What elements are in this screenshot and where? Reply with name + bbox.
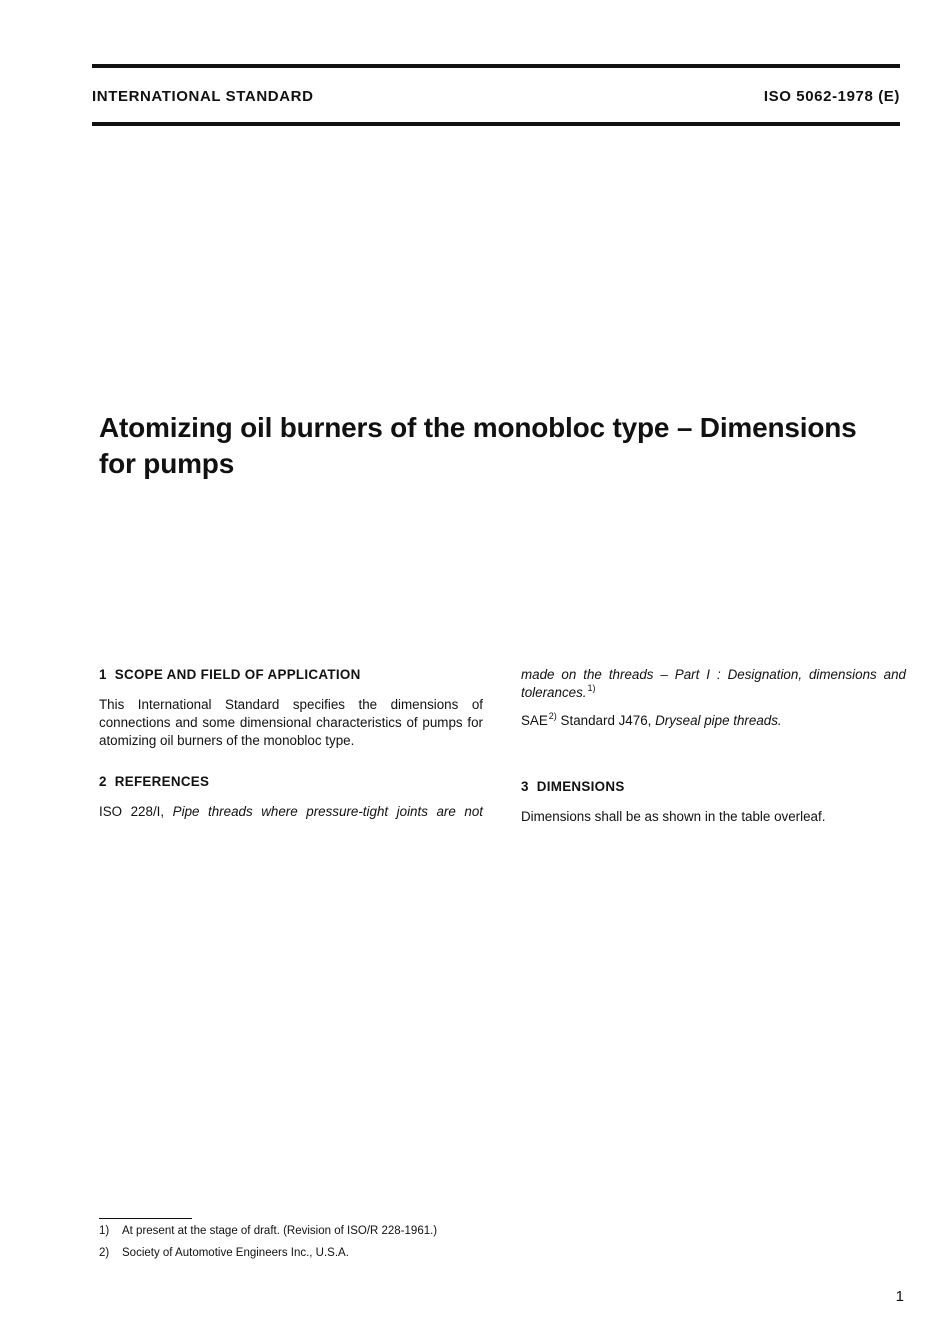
page-number: 1 [895, 1288, 904, 1305]
section-number: 3 [521, 779, 529, 794]
footnotes [99, 1220, 437, 1264]
section-heading-references [99, 773, 483, 791]
header-bottom-rule [92, 122, 900, 126]
footnote-text: At present at the stage of draft. (Revision of ISO/R 228-1961.) [122, 1225, 438, 1237]
reference-iso-228-title-end: made on the threads – Part I : Designation, dimensions and tolerances. [521, 667, 906, 700]
reference-iso-228-part-a [99, 803, 483, 821]
reference-sae-id: Standard J476, [560, 713, 652, 728]
footnote-marker: 2) [548, 711, 557, 721]
footnote-number: 1) [99, 1225, 110, 1237]
section-heading-dimensions [521, 778, 906, 796]
title-line-1: Atomizing oil burners of the monobloc type – Dimensions [99, 412, 857, 443]
standard-reference: ISO 5062-1978 (E) [763, 88, 900, 105]
section-heading-scope [99, 666, 483, 684]
header-top-rule [92, 64, 900, 68]
section-title: DIMENSIONS [536, 779, 625, 794]
document-type-label: INTERNATIONAL STANDARD [92, 88, 314, 105]
right-column [521, 666, 906, 826]
footnote-1 [99, 1220, 437, 1242]
document-title [99, 410, 899, 482]
left-column [99, 666, 483, 821]
scope-paragraph: This International Standard specifies the dimensions of connections and some dimensional characteristics of pumps for atomizing oil burners of the monobloc type. [99, 697, 483, 748]
footnote-separator [99, 1218, 192, 1219]
reference-iso-228-id: ISO 228/I, [99, 804, 165, 819]
reference-sae-title: Dryseal pipe threads. [655, 713, 782, 728]
reference-iso-228-title-start: Pipe threads where pressure-tight joints are not [172, 804, 483, 819]
section-title: SCOPE AND FIELD OF APPLICATION [114, 667, 361, 682]
reference-sae-j476 [521, 712, 906, 730]
footnote-number: 2) [99, 1247, 110, 1259]
section-title: REFERENCES [114, 774, 210, 789]
reference-sae-prefix: SAE [521, 713, 548, 728]
dimensions-paragraph: Dimensions shall be as shown in the table overleaf. [521, 809, 826, 824]
section-number: 1 [99, 667, 107, 682]
section-number: 2 [99, 774, 107, 789]
footnote-2 [99, 1242, 437, 1264]
footnote-text: Society of Automotive Engineers Inc., U.S.A. [122, 1247, 349, 1259]
reference-iso-228-part-b [521, 666, 906, 702]
footnote-marker: 1) [587, 683, 596, 693]
title-line-2: for pumps [99, 448, 235, 479]
